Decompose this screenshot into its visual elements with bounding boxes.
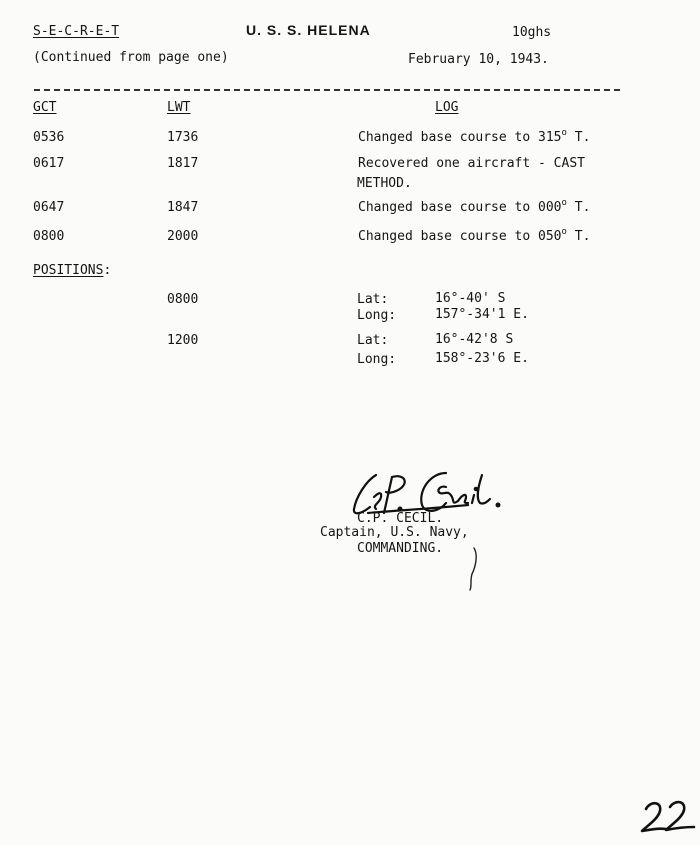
longitude-value: 158°-23'6 E. [435,351,529,366]
entry-lwt: 1736 [167,130,199,145]
entry-lwt: 1847 [167,200,199,215]
ship-title: U. S. S. HELENA [246,22,371,38]
longitude-label: Long: [357,308,397,323]
latitude-value: 16°-42'8 S [435,332,514,347]
page-reference: 10ghs [512,25,552,40]
signatory-rank: Captain, U.S. Navy, [320,525,469,540]
column-lwt: LWT [167,100,191,115]
positions-heading: POSITIONS: [33,263,112,278]
entry-gct: 0800 [33,229,65,244]
dashed-divider [34,89,620,91]
entry-lwt: 1817 [167,156,199,171]
entry-log: Changed base course to 050$^o$ T. [358,227,591,244]
handwritten-page-number [640,797,700,837]
latitude-label: Lat: [357,333,389,348]
classification-label: S-E-C-R-E-T [33,24,120,39]
column-log: LOG [435,100,459,115]
signatory-role: COMMANDING. [357,541,444,556]
pen-mark [464,544,484,592]
longitude-label: Long: [357,352,397,367]
latitude-value: 16°-40' S [435,291,506,306]
entry-gct: 0536 [33,130,65,145]
continued-note: (Continued from page one) [33,50,229,65]
entry-log: Recovered one aircraft - CAST [358,156,585,171]
entry-log: Changed base course to 000$^o$ T. [358,198,591,215]
entry-gct: 0617 [33,156,65,171]
latitude-label: Lat: [357,292,389,307]
signatory-name: C.P. CECIL. [357,511,444,526]
entry-gct: 0647 [33,200,65,215]
entry-lwt: 2000 [167,229,199,244]
entry-log-continuation: METHOD. [357,176,412,191]
position-time: 0800 [167,292,199,307]
longitude-value: 157°-34'1 E. [435,307,529,322]
document-date: February 10, 1943. [408,52,549,67]
entry-log: Changed base course to 315$^o$ T. [358,128,591,145]
position-time: 1200 [167,333,199,348]
column-gct: GCT [33,100,57,115]
